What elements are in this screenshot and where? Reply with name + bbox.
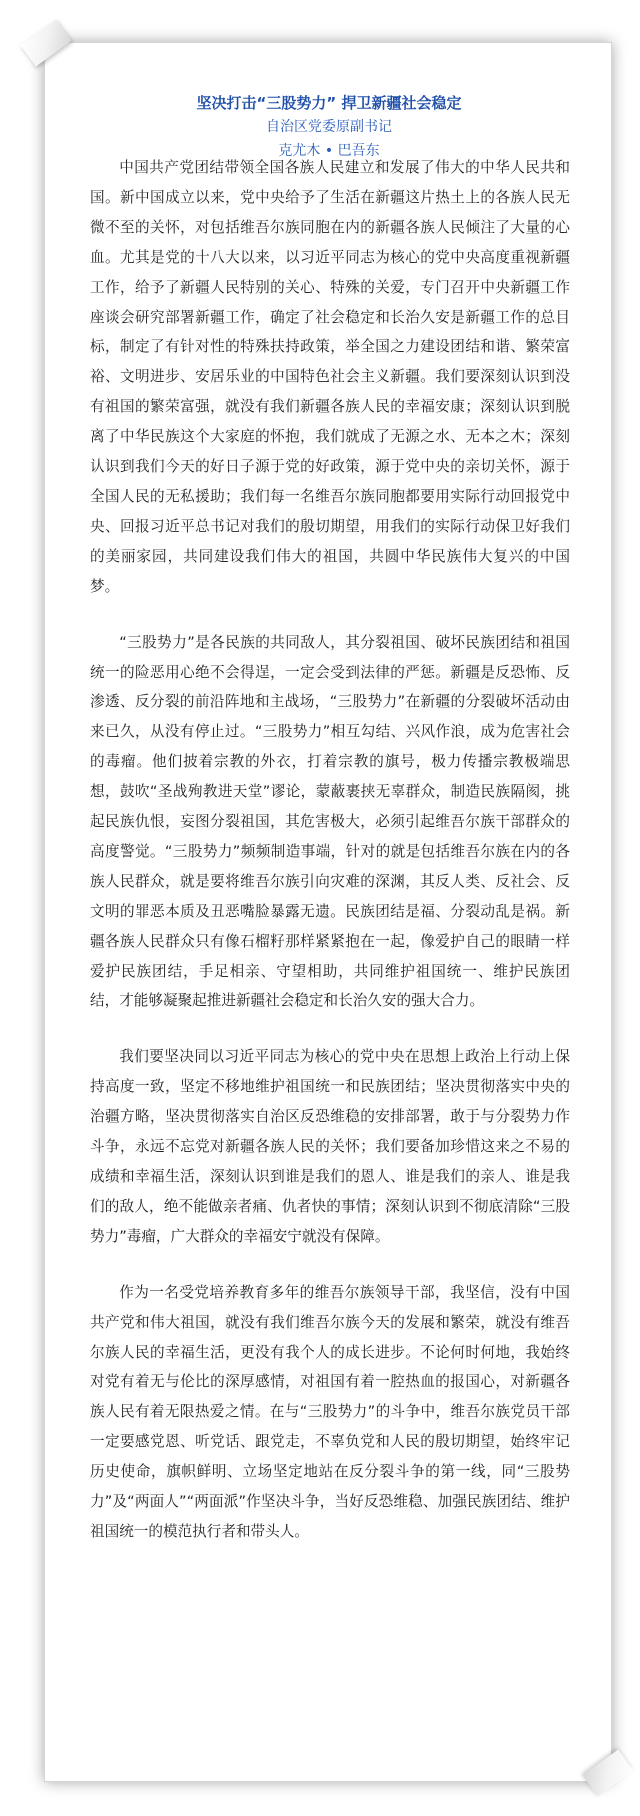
paragraph-2: “三股势力”是各民族的共同敌人，其分裂祖国、破坏民族团结和祖国统一的险恶用心绝不会得逞，一定会受到法律的严惩。新疆是反恐怖、反渗透、反分裂的前沿阵地和主战场，“三股势力”在新疆的分裂破坏活动由来已久，从没有停止过。“三股势力”相互勾结、兴风作浪，成为危害社会的毒瘤。他们披着宗教的外衣，打着宗教的旗号，极力传播宗教极端思想，鼓吹“圣战殉教进天堂”谬论，蒙蔽裹挟无辜群众，制造民族隔阂，挑起民族仇恨，妄图分裂祖国，其危害极大，必须引起维吾尔族干部群众的高度警觉。“三股势力”频频制造事端，针对的就是包括维吾尔族在内的各族人民群众，就是要将维吾尔族引向灾难的深渊，其反人类、反社会、反文明的罪恶本质及丑恶嘴脸暴露无遗。民族团结是福、分裂动乱是祸。新疆各族人民群众只有像石榴籽那样紧紧抱在一起，像爱护自己的眼睛一样爱护民族团结，手足相亲、守望相助，共同维护祖国统一、维护民族团结，才能够凝聚起推进新疆社会稳定和长治久安的强大合力。 — [90, 633, 570, 1010]
author-name: 克尤木 • 巴吾东 — [278, 143, 380, 159]
article-title: 坚决打击“三股势力” 捍卫新疆社会稳定 — [196, 94, 462, 112]
paragraph-4: 作为一名受党培养教育多年的维吾尔族领导干部，我坚信，没有中国共产党和伟大祖国，就没有我们维吾尔族今天的发展和繁荣，就没有维吾尔族人民的幸福生活，更没有我个人的成长进步。不论何时何地，我始终对党有着无与伦比的深厚感情，对祖国有着一腔热血的报国心，对新疆各族人民有着无限热爱之情。在与“三股势力”的斗争中，维吾尔族党员干部一定要感党恩、听党话、跟党走，不辜负党和人民的殷切期望，始终牢记历史使命，旗帜鲜明、立场坚定地站在反分裂斗争的第一线，同“三股势力”及“两面人”“两面派”作坚决斗争，当好反恐维稳、加强民族团结、维护祖国统一的模范执行者和带头人。 — [90, 1283, 570, 1540]
document-page — [44, 42, 612, 1782]
paragraph-1: 中国共产党团结带领全国各族人民建立和发展了伟大的中华人民共和国。新中国成立以来，党中央给予了生活在新疆这片热土上的各族人民无微不至的关怀，对包括维吾尔族同胞在内的新疆各族人民倾注了大量的心血。尤其是党的十八大以来，以习近平同志为核心的党中央高度重视新疆工作，给予了新疆人民特别的关心、特殊的关爱，专门召开中央新疆工作座谈会研究部署新疆工作，确定了社会稳定和长治久安是新疆工作的总目标，制定了有针对性的特殊扶持政策，举全国之力建设团结和谐、繁荣富裕、文明进步、安居乐业的中国特色社会主义新疆。我们要深刻认识到没有祖国的繁荣富强，就没有我们新疆各族人民的幸福安康；深刻认识到脱离了中华民族这个大家庭的怀抱，我们就成了无源之水、无本之木；深刻认识到我们今天的好日子源于党的好政策，源于党中央的亲切关怀，源于全国人民的无私援助；我们每一名维吾尔族同胞都要用实际行动回报党中央、回报习近平总书记对我们的殷切期望，用我们的实际行动保卫好我们的美丽家园，共同建设我们伟大的祖国，共圆中华民族伟大复兴的中国梦。 — [90, 159, 570, 595]
paragraph-3: 我们要坚决同以习近平同志为核心的党中央在思想上政治上行动上保持高度一致，坚定不移地维护祖国统一和民族团结；坚决贯彻落实中央的治疆方略，坚决贯彻落实自治区反恐维稳的安排部署，敢于与分裂势力作斗争，永远不忘党对新疆各族人民的关怀；我们要备加珍惜这来之不易的成绩和幸福生活，深刻认识到谁是我们的恩人、谁是我们的亲人、谁是我们的敌人，绝不能做亲者痛、仇者快的事情；深刻认识到不彻底清除“三股势力”毒瘤，广大群众的幸福安宁就没有保障。 — [90, 1048, 570, 1245]
article-body — [90, 153, 570, 1573]
author-position: 自治区党委原副书记 — [266, 119, 392, 135]
